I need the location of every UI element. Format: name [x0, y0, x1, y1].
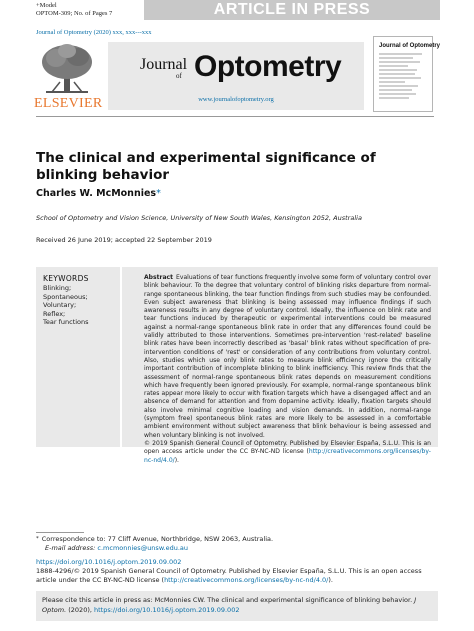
article-code-line — [36, 10, 112, 18]
abstract-body: Evaluations of tear functions frequently involve some form of voluntary control over blink behaviour. To the degree that voluntary control of blinking risks departure from normal-range spontaneous blinking, the tear function findings from such studies may be confounded. Even subject awareness that blinking is being assessed may influence findings if such awareness results in any degree of voluntary control. Ideally, the influence on blink rate and tear functions induced by therapeutic or experimental interventions could be measured against a normal-range spontaneous blink rate in order that any differences found could be validly attributed to those interventions. Sometimes pre-intervention 'rest-related' baseline blink rates have been incorrectly described as 'basal' blink rates without specification of pre-intervention conditions of 'rest' or consideration of any contributions from voluntary control. Also, studies which use only blink rates to measure blink efficiency ignore the critically important contribution of incomplete blinking to blink inefficiency. This review finds that the assessment of normal-range spontaneous blink rates depends on measurement conditions which have frequently been ignored previously. For example, normal-range spontaneous blink rates appear more likely to occur with fixation targets which have a disengaged affect and an absence of demand for attention and from dopamine activity. Ideally, fixation targets should also involve minimal cognitive loading and vision demands. In addition, normal-range (symptom free) spontaneous blink rates are more likely to be assessed in a comfortable ambient environment without subject awareness that blink behaviour is being assessed and when voluntary blinking is not involved. — [144, 274, 431, 439]
author-footnote-marker[interactable]: * — [156, 188, 161, 199]
keywords-heading: KEYWORDS — [43, 274, 89, 283]
of-word: of — [176, 72, 182, 80]
journal-banner — [108, 42, 364, 110]
correspondence-footnote — [36, 535, 273, 553]
abstract-license-link[interactable]: http://creativecommons.org/licenses/by-nc-nd/4.0/ — [144, 448, 431, 464]
cite-doi-link[interactable]: https://doi.org/10.1016/j.optom.2019.09.002 — [94, 605, 240, 614]
footnote-marker: * — [36, 536, 39, 542]
keyword-item: Tear functions — [43, 318, 89, 327]
elsevier-tree-icon — [38, 42, 96, 96]
model-label: +Model — [36, 2, 57, 9]
keywords-panel — [36, 267, 120, 447]
cite-journal: J Optom. — [42, 596, 417, 614]
keyword-item: Voluntary; — [43, 301, 77, 310]
article-meta — [36, 2, 112, 18]
elsevier-wordmark: ELSEVIER — [34, 96, 103, 111]
copyright-license-link[interactable]: http://creativecommons.org/licenses/by-nc-nd/4.0/ — [164, 575, 329, 584]
cover-title: Journal of Optometry — [379, 43, 441, 49]
abstract-license-close: ). — [174, 456, 179, 464]
author-name: Charles W. McMonnies — [36, 188, 157, 199]
abstract-text — [144, 274, 431, 465]
journal-citation-link[interactable]: Journal of Optometry (2020) xxx, xxx---xxx — [36, 29, 152, 36]
cite-this-article-box — [36, 591, 438, 621]
email-label: E-mail address: — [45, 544, 96, 552]
journal-word: Journal — [140, 56, 188, 73]
copyright-notice — [36, 567, 436, 584]
author-line — [36, 188, 161, 199]
article-in-press-banner: ARTICLE IN PRESS — [144, 0, 440, 20]
abstract-label: Abstract — [144, 274, 174, 281]
abstract-license-text: © 2019 Spanish General Council of Optometry. Published by Elsevier España, S.L.U. This is an open access article under the CC BY-NC-ND license ( — [144, 439, 431, 456]
keyword-item: Reflex; — [43, 309, 66, 318]
keyword-item: Blinking; — [43, 284, 72, 292]
author-affiliation: School of Optometry and Vision Science, University of New South Wales, Kensington 2052, Australia — [36, 214, 362, 222]
received-dates: Received 26 June 2019; accepted 22 September 2019 — [36, 236, 212, 244]
header-divider — [36, 116, 434, 117]
journal-cover-thumbnail[interactable] — [373, 36, 441, 112]
cover-text-lines — [379, 53, 427, 101]
article-code: OPTOM-309; — [36, 10, 73, 17]
cite-year: (2020), — [68, 605, 92, 614]
optometry-word: Optometry — [194, 50, 342, 83]
correspondence-address: Correspondence to: 77 Cliff Avenue, Northbridge, NSW 2063, Australia. — [41, 535, 274, 543]
copyright-text: 1888-4296/© 2019 Spanish General Council of Optometry. Published by Elsevier España, S.L.U. This is an open access article under the CC BY-NC-ND license ( — [36, 567, 422, 584]
journal-url-link[interactable]: www.journalofoptometry.org — [198, 96, 274, 103]
footnote-divider — [36, 532, 84, 533]
keyword-item: Spontaneous; — [43, 292, 88, 301]
cite-lead: Please cite this article in press as: McMonnies CW. The clinical and experimental significance of blinking behavior. — [42, 596, 413, 604]
top-header — [0, 0, 474, 22]
doi-link[interactable]: https://doi.org/10.1016/j.optom.2019.09.002 — [36, 558, 182, 566]
elsevier-logo — [34, 42, 103, 111]
abstract-panel — [122, 267, 438, 464]
email-link[interactable]: c.mcmonnies@unsw.edu.au — [97, 544, 189, 552]
copyright-license-close: ). — [328, 575, 333, 584]
page-count: No. of Pages 7 — [73, 10, 113, 17]
article-title: The clinical and experimental significance of blinking behavior — [36, 150, 376, 183]
